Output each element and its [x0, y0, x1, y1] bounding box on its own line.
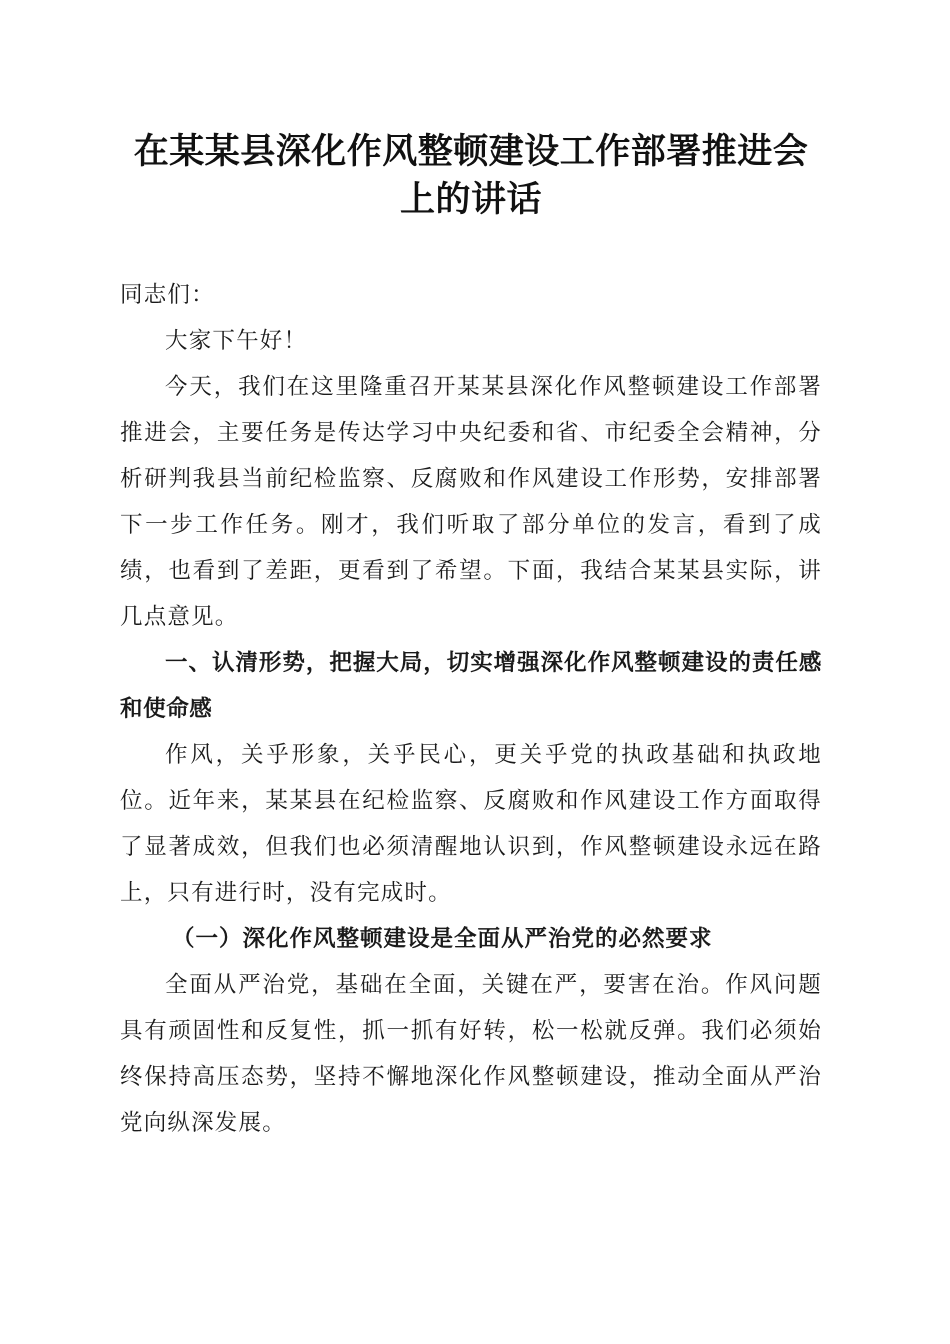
subsection-heading-1: （一）深化作风整顿建设是全面从严治党的必然要求 [172, 926, 713, 952]
section-heading-1: 一、认清形势，把握大局，切实增强深化作风整顿建设的责任感和使命感 [120, 650, 822, 722]
section-1-paragraph: 作风，关乎形象，关乎民心，更关乎党的执政基础和执政地位。近年来，某某县在纪检监察、反腐败和作风建设工作方面取得了显著成效，但我们也必须清醒地认识到，作风整顿建设永远在路上，只有进行时，没有完成时。 [120, 742, 822, 906]
salutation: 同志们： [120, 282, 215, 308]
greeting-paragraph: 大家下午好！ [165, 328, 308, 354]
intro-paragraph: 今天，我们在这里隆重召开某某县深化作风整顿建设工作部署推进会，主要任务是传达学习中央纪委和省、市纪委全会精神，分析研判我县当前纪检监察、反腐败和作风建设工作形势，安排部署下一步工作任务。刚才，我们听取了部分单位的发言，看到了成绩，也看到了差距，更看到了希望。下面，我结合某某县实际，讲几点意见。 [120, 374, 822, 630]
document-page [120, 128, 822, 1146]
subsection-1-paragraph: 全面从严治党，基础在全面，关键在严，要害在治。作风问题具有顽固性和反复性，抓一抓有好转，松一松就反弹。我们必须始终保持高压态势，坚持不懈地深化作风整顿建设，推动全面从严治党向纵深发展。 [120, 972, 822, 1136]
title-spacer [120, 224, 822, 272]
document-title: 在某某县深化作风整顿建设工作部署推进会上的讲话 [133, 131, 809, 220]
